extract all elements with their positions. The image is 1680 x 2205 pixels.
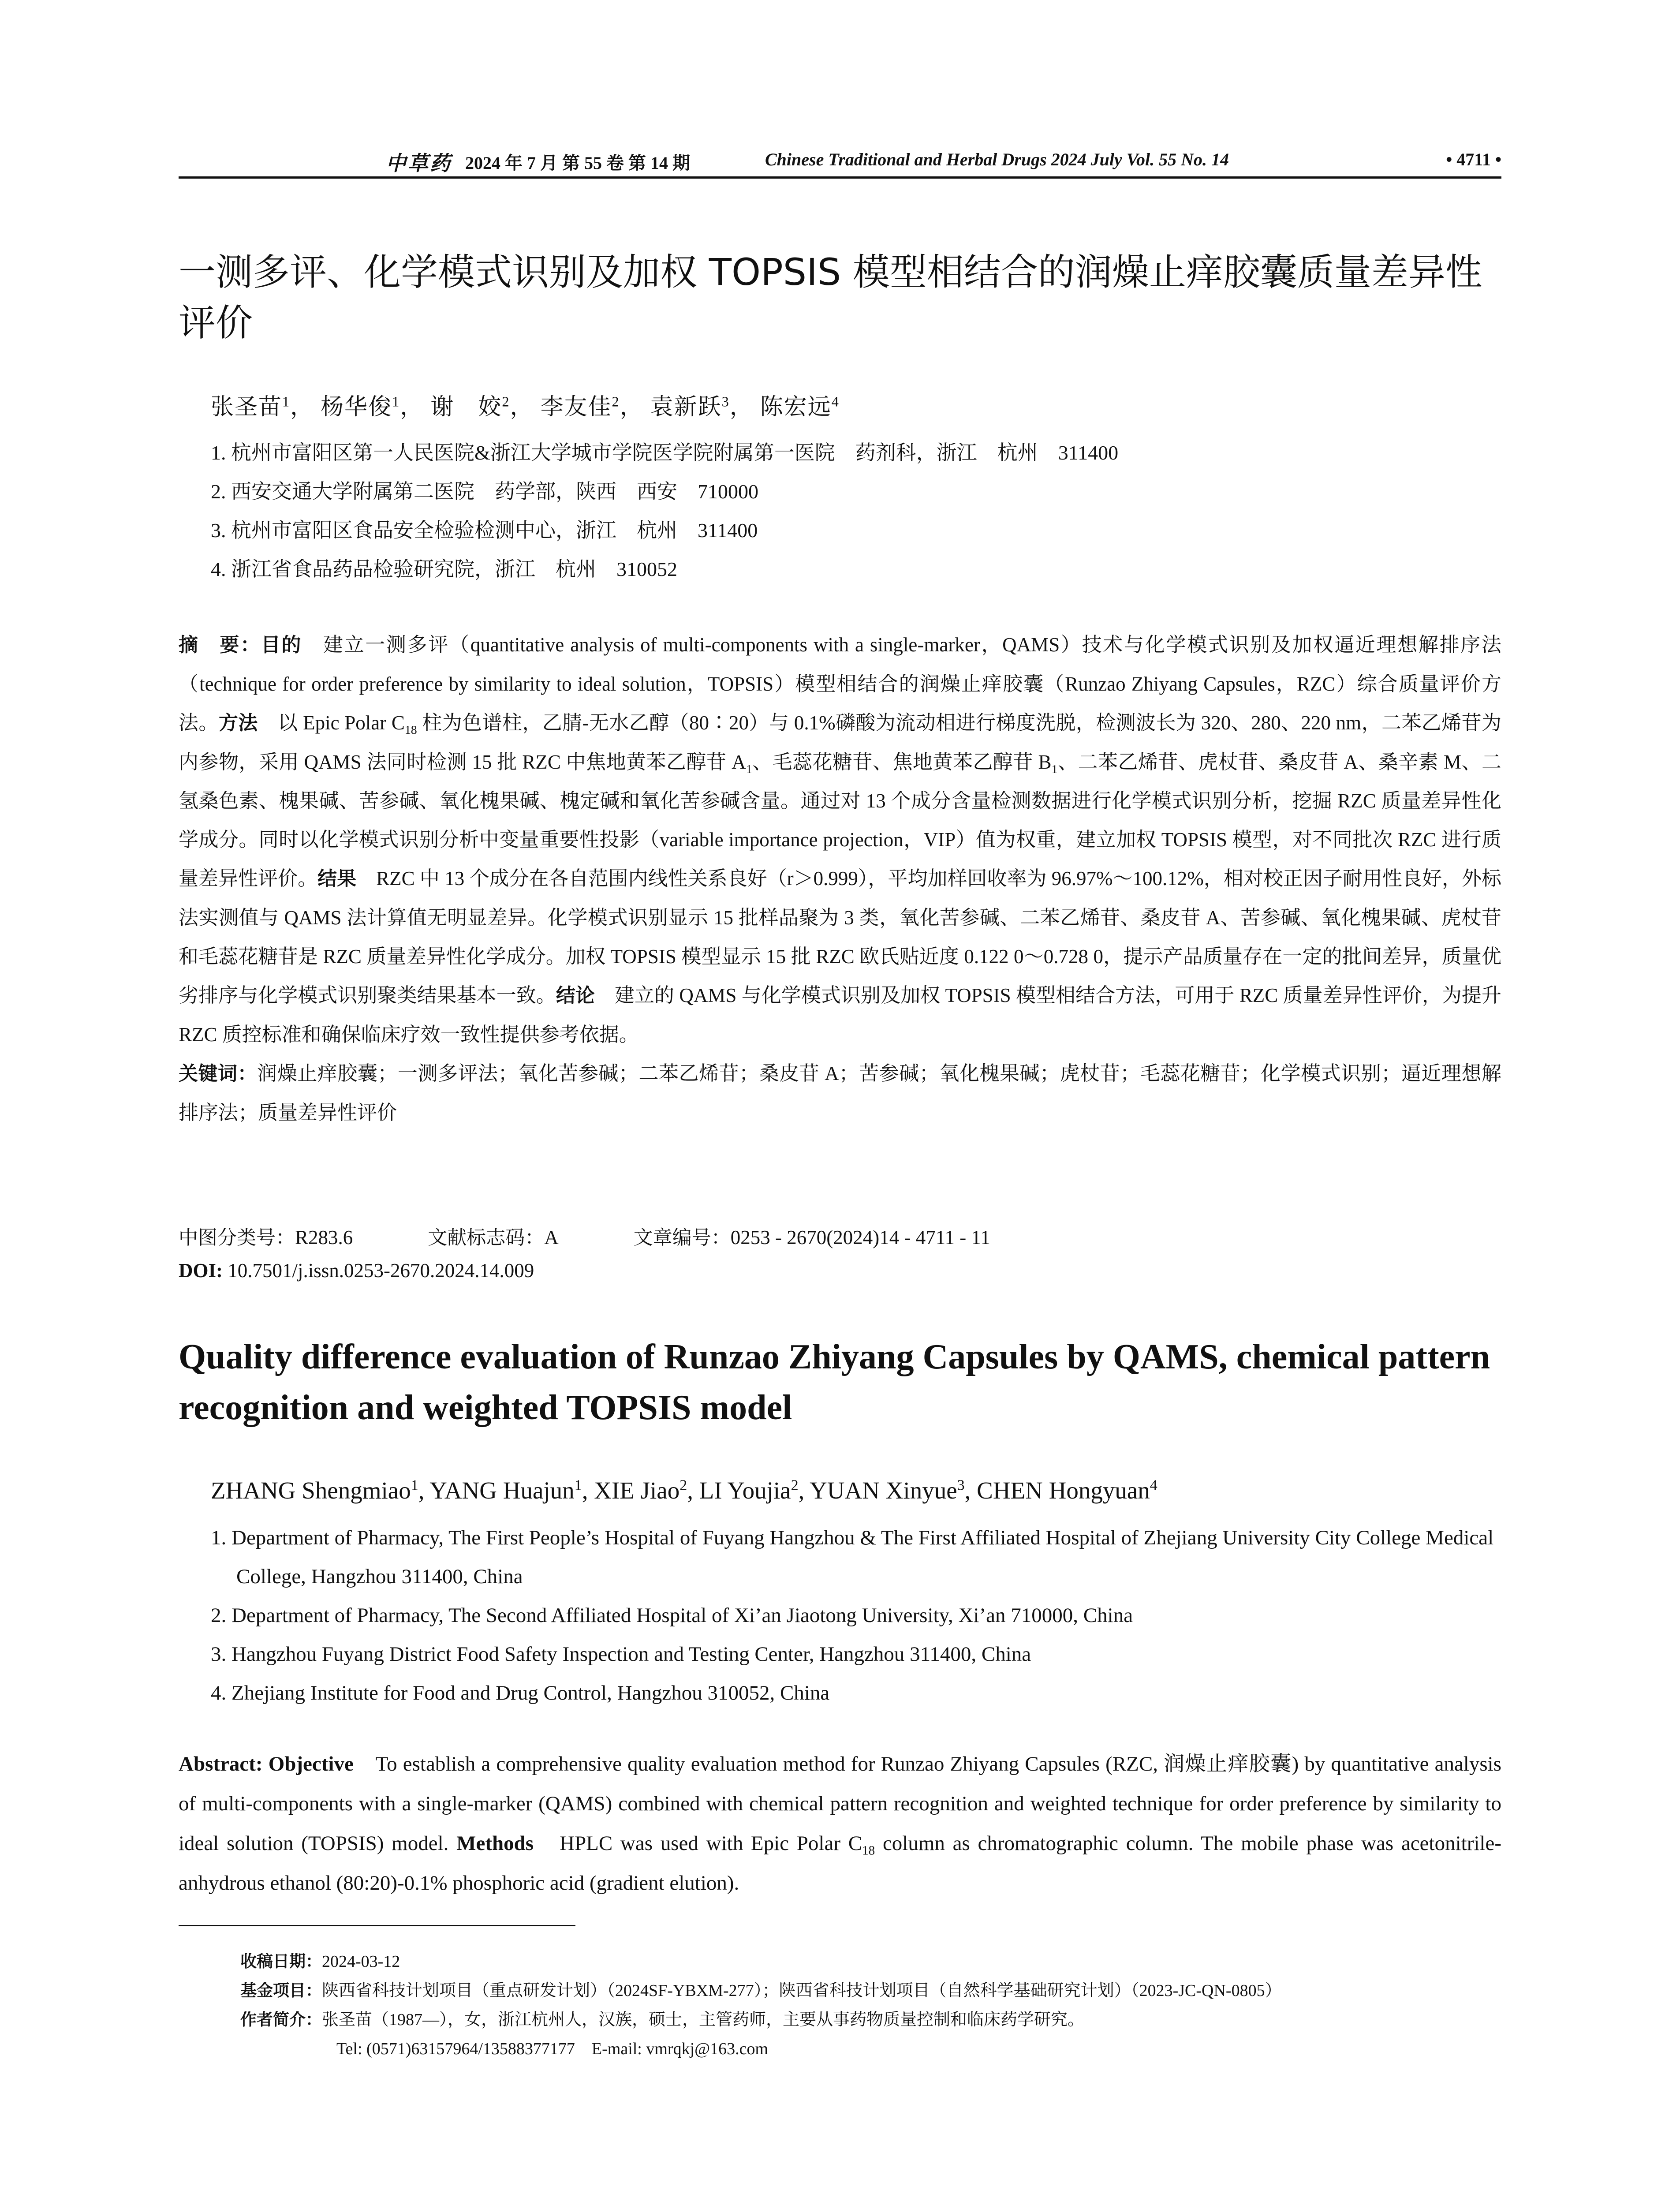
journal-logo-cn: 中草药 [386, 152, 452, 175]
page-number: • 4711 • [1446, 149, 1501, 169]
affiliation-cn: 1. 杭州市富阳区第一人民医院&浙江大学城市学院医学院附属第一医院 药剂科，浙江 杭州 311400 [211, 441, 1119, 464]
abstract-cn: 摘 要：目的 建立一测多评（quantitative analysis of multi-components with a single-marker，QAMS）技术与化学模式识别及加权逼近理想解排序法（technique for order preference by similarity to ideal solution，TOPSIS）模型相结合的润燥止痒胶囊（Runzao Zhiyang Capsules，RZC）综合质量评价方法。方法 以 Epic Polar $C_{18}$ 柱为色谱柱，乙腈-无水乙醇（80∶20）与 0.1%磷酸为流动相进行梯度洗脱，检测波长为 320、280、220 nm，二苯乙烯苷为内参物，采用 QAMS 法同时检测 15 批 RZC 中焦地黄苯乙醇苷 $A_1$、毛蕊花糖苷、焦地黄苯乙醇苷 $B_1$、二苯乙烯苷、虎杖苷、桑皮苷 A、桑辛素 M、二氢桑色素、槐果碱、苦参碱、氧化槐果碱、槐定碱和氧化苦参碱含量。通过对 13 个成分含量检测数据进行化学模式识别分析，挖掘 RZC 质量差异性化学成分。同时以化学模式识别分析中变量重要性投影（variable importance projection，VIP）值为权重，建立加权 TOPSIS 模型，对不同批次 RZC 进行质量差异性评价。结果 RZC 中 13 个成分在各自范围内线性关系良好（r＞0.999），平均加样回收率为 96.97%～100.12%，相对校正因子耐用性良好，外标法实测值与 QAMS 法计算值无明显差异。化学模式识别显示 15 批样品聚为 3 类，氧化苦参碱、二苯乙烯苷、桑皮苷 A、苦参碱、氧化槐果碱、虎杖苷和毛蕊花糖苷是 RZC 质量差异性化学成分。加权 TOPSIS 模型显示 15 批 RZC 欧氏贴近度 0.122 0～0.728 0，提示产品质量存在一定的批间差异，质量优劣排序与化学模式识别聚类结果基本一致。结论 建立的 QAMS 与化学模式识别及加权 TOPSIS 模型相结合方法，可用于 RZC 质量差异性评价，为提升 RZC 质控标准和确保临床疗效一致性提供参考依据。 关键词：润燥止痒胶囊；一测多评法；氧化苦参碱；二苯乙烯苷；桑皮苷 A；苦参碱；氧化槐果碱；虎杖苷；毛蕊花糖苷；化学模式识别；逼近理想解排序法；质量差异性评价 [179, 625, 1501, 1132]
affiliations-cn [211, 434, 1118, 589]
author-cn: 袁新跃$^3$ [650, 393, 730, 420]
results-label-cn: 结果 [317, 867, 357, 890]
classification-line: 中图分类号：R283.6 文献标志码：A 文章编号：0253 - 2670(2024)14 - 4711 - 11 [179, 1226, 990, 1249]
author-cn: 杨华俊$^1$ [321, 393, 400, 420]
title-cn: 一测多评、化学模式识别及加权 TOPSIS 模型相结合的润燥止痒胶囊质量差异性评价 [179, 250, 1482, 344]
title-en: Quality difference evaluation of Runzao Zhiyang Capsules by QAMS, chemical pattern recognition and weighted TOPSIS model [179, 1338, 1490, 1427]
contact-info: Tel: (0571)63157964/13588377177 E-mail: vmrqkj@163.com [336, 2040, 769, 2058]
doi-line: DOI: 10.7501/j.issn.0253-2670.2024.14.009 [179, 1259, 534, 1282]
affiliation-cn: 3. 杭州市富阳区食品安全检验检测中心，浙江 杭州 311400 [211, 519, 758, 542]
affiliation-en: 2. Department of Pharmacy, The Second Affiliated Hospital of Xi’an Jiaotong University, Xi’an 710000, China [211, 1604, 1133, 1627]
abstract-label-en: Abstract: Objective [179, 1753, 354, 1775]
author-cn: 谢 姣$^2$ [430, 393, 510, 420]
footnote-rule [179, 1925, 575, 1926]
affiliation-cn: 4. 浙江省食品药品检验研究院，浙江 杭州 310052 [211, 558, 677, 580]
affiliation-cn: 2. 西安交通大学附属第二医院 药学部，陕西 西安 710000 [211, 480, 758, 503]
abstract-en: Abstract: Objective To establish a comprehensive quality evaluation method for Runzao Zhiyang Capsules (RZC, 润燥止痒胶囊) by quantitative analysis of multi-components with a single-marker (QAMS) combined with chemical pattern recognition and weighted technique for order preference by similarity to ideal solution (TOPSIS) model. Methods HPLC was used with Epic Polar $C_{18}$ column as chromatographic column. The mobile phase was acetonitrile-anhydrous ethanol (80:20)-0.1% phosphoric acid (gradient elution). [179, 1753, 1502, 1895]
footnotes [240, 1947, 1282, 2063]
objective-label-cn: 目的 [261, 634, 302, 656]
header-rule [179, 176, 1501, 179]
affiliation-en: 1. Department of Pharmacy, The First People’s Hospital of Fuyang Hangzhou & The First Affiliated Hospital of Zhejiang University City College Medical College, Hangzhou 311400, China [211, 1526, 1494, 1588]
author-bio: 作者简介：张圣苗（1987—），女，浙江杭州人，汉族，硕士，主管药师，主要从事药物质量控制和临床药学研究。 [240, 2010, 1085, 2029]
conclusion-cn: 建立的 QAMS 与化学模式识别及加权 TOPSIS 模型相结合方法，可用于 RZC 质量差异性评价，为提升 RZC 质控标准和确保临床疗效一致性提供参考依据。 [179, 984, 1501, 1046]
keywords-cn: 关键词：润燥止痒胶囊；一测多评法；氧化苦参碱；二苯乙烯苷；桑皮苷 A；苦参碱；氧化槐果碱；虎杖苷；毛蕊花糖苷；化学模式识别；逼近理想解排序法；质量差异性评价 [179, 1062, 1501, 1124]
fund-info: 基金项目：陕西省科技计划项目（重点研发计划）（2024SF-YBXM-277）；陕西省科技计划项目（自然科学基础研究计划）（2023-JC-QN-0805） [240, 1981, 1282, 2000]
affiliations-en [211, 1518, 1507, 1712]
issue-info-cn: 2024 年 7 月 第 55 卷 第 14 期 [465, 153, 690, 173]
running-header [179, 141, 1501, 176]
affiliation-en: 4. Zhejiang Institute for Food and Drug Control, Hangzhou 310052, China [211, 1682, 830, 1704]
author-cn: 李友佳$^2$ [540, 393, 620, 420]
conclusion-label-cn: 结论 [556, 984, 595, 1007]
issue-info-en: Chinese Traditional and Herbal Drugs 2024 July Vol. 55 No. 14 [765, 149, 1229, 169]
author-cn: 张圣苗$^1$ [211, 393, 291, 420]
authors-en: ZHANG Shengmiao$^1$, YANG Huajun$^1$, XIE Jiao$^2$, LI Youjia$^2$, YUAN Xinyue$^3$, CHEN Hongyuan$^4$ [211, 1477, 1157, 1504]
affiliation-en: 3. Hangzhou Fuyang District Food Safety Inspection and Testing Center, Hangzhou 311400, China [211, 1643, 1031, 1666]
received-date: 收稿日期：2024-03-12 [240, 1952, 400, 1971]
methods-label-en: Methods [456, 1832, 534, 1855]
authors-cn: 张圣苗$^1$， 杨华俊$^1$， 谢 姣$^2$， 李友佳$^2$， 袁新跃$^3$， 陈宏远$^4$ [211, 393, 840, 420]
author-cn: 陈宏远$^4$ [760, 393, 840, 420]
abstract-label-cn: 摘 要： [179, 634, 261, 656]
results-cn: RZC 中 13 个成分在各自范围内线性关系良好（r＞0.999），平均加样回收率为 96.97%～100.12%，相对校正因子耐用性良好，外标法实测值与 QAMS 法计算值无明显差异。化学模式识别显示 15 批样品聚为 3 类，氧化苦参碱、二苯乙烯苷、桑皮苷 A、苦参碱、氧化槐果碱、虎杖苷和毛蕊花糖苷是 RZC 质量差异性化学成分。加权 TOPSIS 模型显示 15 批 RZC 欧氏贴近度 0.122 0～0.728 0，提示产品质量存在一定的批间差异，质量优劣排序与化学模式识别聚类结果基本一致。 [179, 867, 1501, 1006]
methods-label-cn: 方法 [218, 712, 258, 734]
objective-cn: 建立一测多评（quantitative analysis of multi-components with a single-marker，QAMS）技术与化学模式识别及加权逼近理想解排序法（technique for order preference by similarity to ideal solution，TOPSIS）模型相结合的润燥止痒胶囊（Runzao Zhiyang Capsules，RZC）综合质量评价方法。 [179, 634, 1501, 734]
